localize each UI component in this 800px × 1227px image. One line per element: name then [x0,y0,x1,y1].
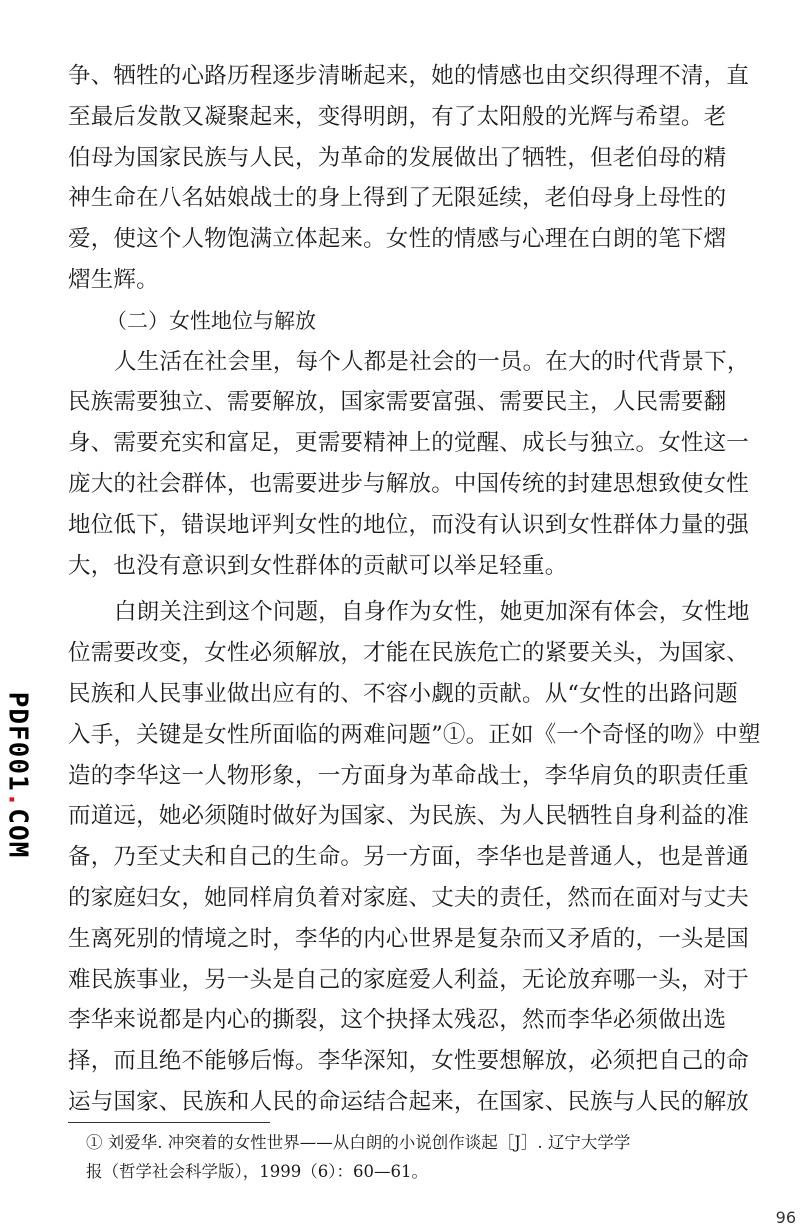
text-line: 运与国家、民族和人民的命运结合起来，在国家、民族与人民的解放 [68,1088,750,1115]
text-line: 而道远，她必须随时做好为国家、为民族、为人民牺牲自身利益的准 [68,803,750,830]
text-line: 生离死别的情境之时，李华的内心世界是复杂而又矛盾的，一头是国 [68,925,750,952]
text-line: 的家庭妇女，她同样肩负着对家庭、丈夫的责任，然而在面对与丈夫 [68,884,750,911]
text-line: 入手，关键是女性所面临的两难问题”①。正如《一个奇怪的吻》中塑 [68,721,761,748]
text-line: 位需要改变，女性必须解放，才能在民族危亡的紧要关头，为国家、 [68,640,750,667]
text-line: 争、牺牲的心路历程逐步清晰起来，她的情感也由交织得理不清，直 [68,63,750,89]
text-line: 备，乃至丈夫和自己的生命。另一方面，李华也是普通人，也是普通 [68,844,750,871]
text-line: 身、需要充实和富足，更需要精神上的觉醒、成长与独立。女性这一 [68,430,750,457]
text-line: 难民族事业，另一头是自己的家庭爱人利益，无论放弃哪一头，对于 [68,966,750,993]
watermark-prefix: PDF001 [2,691,33,792]
watermark-logo [2,690,32,860]
watermark-suffix: COM [2,808,33,859]
text-line: 伯母为国家民族与人民，为革命的发展做出了牺牲，但老伯母的精 [68,144,727,171]
text-line: 民族和人民事业做出应有的、不容小觑的贡献。从“女性的出路问题 [68,680,739,707]
footnote-line: ① 刘爱华. 冲突着的女性世界——从白朗的小说创作谈起［J］. 辽宁大学学 [86,1133,631,1152]
text-line: 爱，使这个人物饱满立体起来。女性的情感与心理在白朗的笔下熠 [68,226,727,253]
paragraph-1 [68,56,750,301]
text-line: 地位低下，错误地评判女性的地位，而没有认识到女性群体力量的强 [68,511,750,538]
text-line: 大，也没有意识到女性群体的贡献可以举足轻重。 [68,552,568,579]
paragraph-3 [68,592,761,1122]
text-line: 民族需要独立、需要解放，国家需要富强、需要民主，人民需要翻 [68,389,727,416]
text-line: 人生活在社会里，每个人都是社会的一员。在大的时代背景下， [114,348,750,375]
text-line: 择，而且绝不能够后悔。李华深知，女性要想解放，必须把自己的命 [68,1048,750,1075]
footnote-divider [68,1122,270,1123]
text-line: 神生命在八名姑娘战士的身上得到了无限延续，老伯母身上母性的 [68,185,727,212]
text-line: 造的李华这一人物形象，一方面身为革命战士，李华肩负的职责任重 [68,762,750,789]
section-heading: （二）女性地位与解放 [106,308,316,333]
text-line: 庞大的社会群体，也需要进步与解放。中国传统的封建思想致使女性 [68,470,750,497]
text-line: 白朗关注到这个问题，自身作为女性，她更加深有体会，女性地 [114,599,750,626]
footnote [86,1128,754,1186]
page-body [68,56,761,1123]
paragraph-2 [68,342,750,587]
text-line: 熠生辉。 [68,266,159,293]
text-line: 李华来说都是内心的撕裂，这个抉择太残忍，然而李华必须做出选 [68,1007,727,1034]
page-number: 96 [775,1208,796,1227]
footnote-line: 报（哲学社会科学版），1999（6）：60—61。 [86,1162,428,1181]
text-line: 至最后发散又凝聚起来，变得明朗，有了太阳般的光辉与希望。老 [68,103,727,130]
watermark-dot: . [2,791,33,809]
